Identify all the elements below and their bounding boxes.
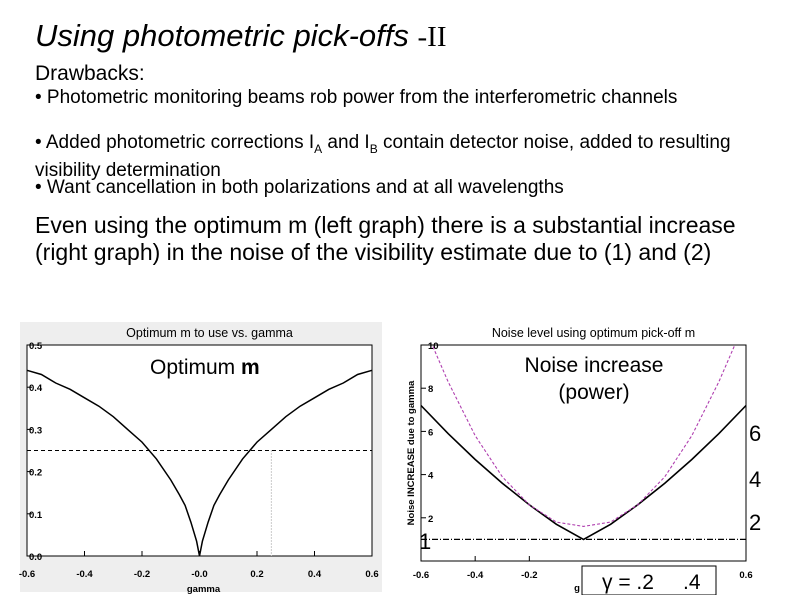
right-ytick-label: 10 [428, 341, 439, 352]
gamma-label-second: .4 [683, 571, 701, 594]
drawbacks-heading: Drawbacks: [35, 62, 145, 85]
bullet-2-part-a: • Added photometric corrections I [35, 132, 315, 153]
left-ytick-label: 0.2 [29, 467, 43, 479]
right-ytick-label: 8 [428, 384, 434, 396]
left-xtick-label: -0.0 [191, 569, 208, 580]
right-side-label: 2 [749, 510, 762, 535]
left-xtick-label: 0.6 [365, 569, 379, 580]
left-xtick-label: -0.6 [18, 569, 36, 580]
left-xtick-label: 0.4 [307, 569, 322, 580]
summary-paragraph: Even using the optimum m (left graph) there is a substantial increase (right graph) in the noise of the visibility estimate due to (1) and (2) [35, 212, 736, 265]
right-annotation-title: Noise increase [524, 354, 664, 377]
left-annotation: Optimum m [150, 356, 260, 379]
bullet-3: • Want cancellation in both polarizations and at all wavelengths [35, 177, 564, 198]
left-xtick-label: -0.4 [76, 569, 93, 580]
left-ytick-label: 0.4 [29, 383, 43, 395]
title-suffix: -II [417, 21, 447, 53]
left-ytick-label: 0.3 [29, 425, 43, 437]
bullet-2-sub-b: B [369, 142, 378, 156]
bullet-2-sub-a: A [314, 142, 323, 156]
right-xtick-label: -0.6 [412, 570, 430, 581]
bullet-2-part-c: contain detector noise, added to resulting visibility determination [35, 132, 731, 181]
bullet-2-part-b: and I [322, 132, 370, 153]
title-main: Using photometric pick-offs [35, 18, 409, 53]
left-ytick-label: 0.0 [29, 552, 43, 563]
gamma-label: γ = .2 [602, 571, 654, 594]
right-ytick-label: 2 [428, 513, 434, 525]
right-chart-title: Noise level using optimum pick-off m [491, 326, 696, 340]
right-side-label: 4 [749, 467, 762, 492]
left-xtick-label: -0.2 [133, 569, 151, 580]
left-xaxis-label: gamma [186, 584, 221, 595]
right-xtick-label: 0.6 [739, 570, 753, 581]
right-xtick-label: -0.2 [521, 570, 538, 581]
right-yaxis-label: Noise INCREASE due to gamma [406, 380, 417, 526]
right-ytick-label: 4 [428, 470, 434, 482]
right-xaxis-label: g [574, 583, 580, 594]
left-chart-title: Optimum m to use vs. gamma [126, 326, 293, 340]
left-side-label-one: 1 [419, 529, 432, 554]
left-ytick-label: 0.5 [29, 341, 43, 352]
right-side-label: 6 [749, 421, 762, 446]
left-xtick-label: 0.2 [250, 569, 264, 580]
right-xtick-label: -0.4 [466, 570, 484, 581]
left-ytick-label: 0.1 [29, 509, 43, 521]
right-ytick-label: 6 [428, 427, 434, 439]
bullet-1: • Photometric monitoring beams rob power from the interferometric channels [35, 87, 678, 108]
left-annotation-bold: m [241, 356, 260, 379]
right-annotation-sub: (power) [558, 381, 630, 404]
